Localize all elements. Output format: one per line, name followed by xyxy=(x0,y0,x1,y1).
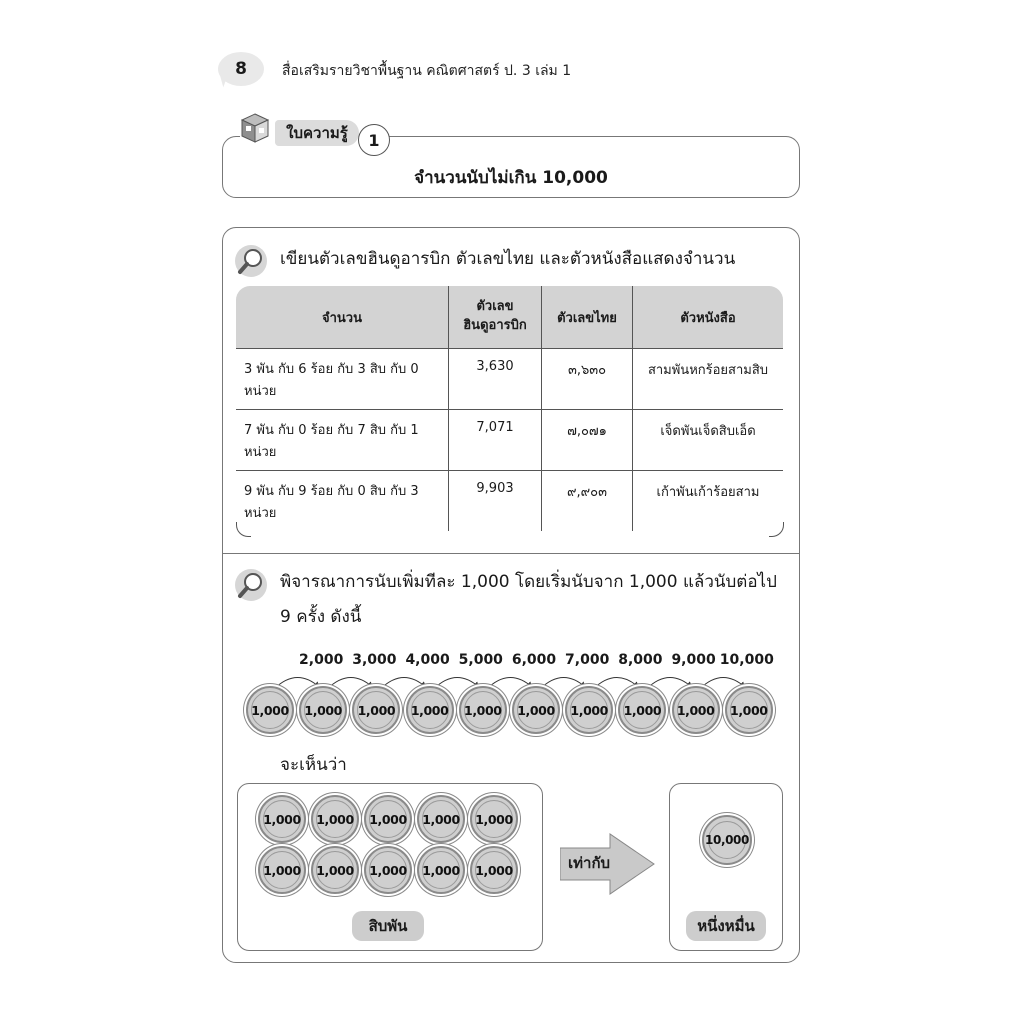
count-label: 8,000 xyxy=(618,652,663,668)
coin-value: 1,000 xyxy=(623,702,662,718)
thousand-coin xyxy=(311,795,359,843)
magnifier-icon xyxy=(234,568,268,602)
count-label: 7,000 xyxy=(565,652,610,668)
thousand-coin xyxy=(258,846,306,894)
thousand-coin xyxy=(459,686,507,734)
count-label: 10,000 xyxy=(719,652,774,668)
coin-value: 1,000 xyxy=(475,811,513,827)
coin-face xyxy=(357,691,395,729)
thousand-coin xyxy=(470,795,518,843)
cell-amount: 7 พัน กับ 0 ร้อย กับ 7 สิบ กับ 1 หน่วย xyxy=(236,410,449,471)
count-label: 2,000 xyxy=(299,652,344,668)
sheet-label: ใบความรู้ xyxy=(275,120,359,146)
thousand-coin xyxy=(311,846,359,894)
thousand-coin xyxy=(417,846,465,894)
header-words: ตัวหนังสือ xyxy=(633,286,784,349)
coin-face xyxy=(475,851,513,889)
count-label: 9,000 xyxy=(671,652,716,668)
thousand-coin xyxy=(725,686,773,734)
coin-value: 1,000 xyxy=(410,702,449,718)
page-number: 8 xyxy=(218,52,264,86)
count-label: 4,000 xyxy=(405,652,450,668)
header-hindu-line2: ฮินดูอารบิก xyxy=(463,318,527,333)
thousand-coin xyxy=(258,795,306,843)
ten-thousand-coin xyxy=(702,815,752,865)
coin-value: 1,000 xyxy=(316,862,354,878)
count-label: 3,000 xyxy=(352,652,397,668)
coin-face xyxy=(251,691,289,729)
count-label: 5,000 xyxy=(458,652,503,668)
table-row xyxy=(236,349,783,410)
coin-face xyxy=(316,800,354,838)
coin-value: 1,000 xyxy=(676,702,715,718)
coin-face xyxy=(705,821,749,859)
coin-face xyxy=(623,691,661,729)
equals-label: เท่ากับ xyxy=(568,854,611,872)
section-divider xyxy=(222,553,800,554)
coin-face xyxy=(411,691,449,729)
coin-value: 1,000 xyxy=(422,811,460,827)
coin-value: 1,000 xyxy=(263,811,301,827)
cell-hindu-arabic: 3,630 xyxy=(449,349,542,410)
coin-value: 1,000 xyxy=(316,811,354,827)
coin-face xyxy=(304,691,342,729)
sheet-number: 1 xyxy=(358,124,390,156)
cell-words: เก้าพันเก้าร้อยสาม xyxy=(633,471,784,532)
one-ten-thousand-label: หนึ่งหมื่น xyxy=(686,911,766,941)
cell-hindu-arabic: 9,903 xyxy=(449,471,542,532)
table-row xyxy=(236,471,783,532)
coin-value: 1,000 xyxy=(730,702,768,718)
coin-value: 1,000 xyxy=(570,702,608,718)
count-arc xyxy=(380,677,425,689)
number-table xyxy=(236,286,783,531)
coin-face xyxy=(263,851,301,889)
coin-value: 1,000 xyxy=(517,702,555,718)
thousand-coin xyxy=(406,686,454,734)
coin-face xyxy=(422,800,460,838)
coin-face xyxy=(263,800,301,838)
thousand-coin xyxy=(565,686,613,734)
cell-amount: 3 พัน กับ 6 ร้อย กับ 3 สิบ กับ 0 หน่วย xyxy=(236,349,449,410)
header-hindu-arabic xyxy=(449,286,542,349)
thousand-coin xyxy=(246,686,294,734)
coin-value: 1,000 xyxy=(357,702,396,718)
cell-hindu-arabic: 7,071 xyxy=(449,410,542,471)
thousand-coin xyxy=(299,686,347,734)
count-label: 6,000 xyxy=(511,652,557,668)
sheet-title: จำนวนนับไม่เกิน 10,000 xyxy=(414,168,608,188)
ten-thousand-label: สิบพัน xyxy=(352,911,424,941)
header-thai-numeral: ตัวเลขไทย xyxy=(542,286,633,349)
coin-face xyxy=(316,851,354,889)
section1-heading: เขียนตัวเลขฮินดูอารบิก ตัวเลขไทย และตัวหนังสือแสดงจำนวน xyxy=(280,249,736,269)
coin-face xyxy=(475,800,513,838)
thousand-coin xyxy=(364,846,412,894)
coin-face xyxy=(570,691,608,729)
thousand-coin xyxy=(364,795,412,843)
cell-thai-numeral: ๙,๙๐๓ xyxy=(542,471,633,532)
coin-value: 1,000 xyxy=(251,702,289,718)
thousand-coin xyxy=(512,686,560,734)
table-header-row xyxy=(236,286,783,349)
header-hindu-line1: ตัวเลข xyxy=(476,299,514,315)
cube-icon xyxy=(240,112,270,144)
cell-words: สามพันหกร้อยสามสิบ xyxy=(633,349,784,410)
coin-face xyxy=(464,691,502,729)
coin-value: 1,000 xyxy=(475,862,513,878)
cell-thai-numeral: ๗,๐๗๑ xyxy=(542,410,633,471)
coin-value: 1,000 xyxy=(422,862,460,878)
magnifier-icon xyxy=(234,244,268,278)
coin-value: 1,000 xyxy=(304,702,342,718)
coin-face xyxy=(677,691,715,729)
coin-face xyxy=(369,851,407,889)
thousand-coin xyxy=(470,846,518,894)
section2-heading-line2: 9 ครั้ง ดังนี้ xyxy=(280,607,362,627)
conclusion-text: จะเห็นว่า xyxy=(280,755,347,775)
coin-value: 1,000 xyxy=(464,702,502,718)
coin-face xyxy=(422,851,460,889)
cell-amount: 9 พัน กับ 9 ร้อย กับ 0 สิบ กับ 3 หน่วย xyxy=(236,471,449,532)
coin-value: 10,000 xyxy=(705,833,749,847)
book-title: สื่อเสริมรายวิชาพื้นฐาน คณิตศาสตร์ ป. 3 เล่ม 1 xyxy=(282,63,572,79)
header-amount: จำนวน xyxy=(236,286,449,349)
count-arc xyxy=(646,677,691,689)
table-row xyxy=(236,410,783,471)
cell-words: เจ็ดพันเจ็ดสิบเอ็ด xyxy=(633,410,784,471)
thousand-coin xyxy=(417,795,465,843)
thousand-coin xyxy=(672,686,720,734)
section2-heading-line1: พิจารณาการนับเพิ่มทีละ 1,000 โดยเริ่มนับจาก 1,000 แล้วนับต่อไป xyxy=(280,572,777,592)
coin-value: 1,000 xyxy=(369,811,407,827)
coin-value: 1,000 xyxy=(369,862,407,878)
coin-value: 1,000 xyxy=(263,862,301,878)
coin-face xyxy=(730,691,768,729)
cell-thai-numeral: ๓,๖๓๐ xyxy=(542,349,633,410)
coin-face xyxy=(517,691,555,729)
coin-face xyxy=(369,800,407,838)
